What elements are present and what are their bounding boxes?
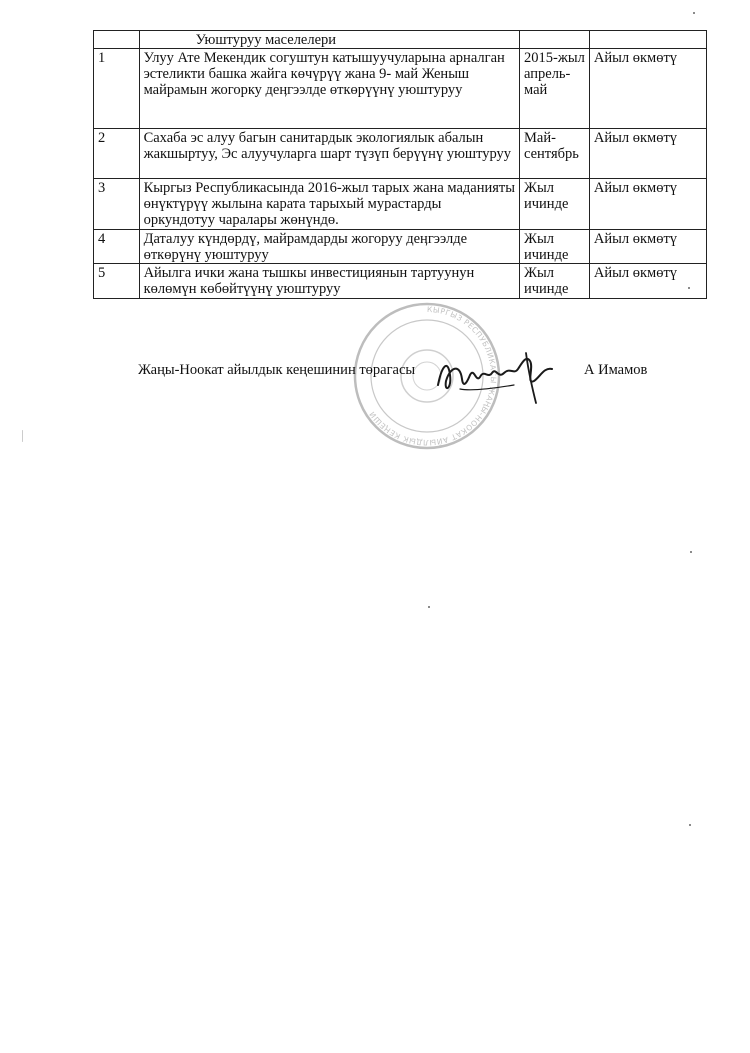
row-number: 4 (94, 230, 140, 264)
row-number: 5 (94, 264, 140, 299)
plan-table (93, 30, 707, 299)
table-row (94, 49, 707, 129)
scan-speck (693, 12, 695, 14)
header-empty-cell (94, 31, 140, 49)
signatory-name: А Имамов (584, 362, 648, 378)
row-description: Айылга ички жана тышкы инвестициянын тартуунун көлөмүн көбөйтүүнү уюштуруу (139, 264, 519, 299)
table-row (94, 129, 707, 179)
table-row (94, 264, 707, 299)
table-header-title: Уюштуруу маселелери (195, 32, 337, 48)
row-responsible: Айыл өкмөтү (589, 264, 706, 299)
row-term: Жыл ичинде (520, 179, 590, 230)
row-responsible: Айыл өкмөтү (589, 129, 706, 179)
header-title-cell (139, 31, 519, 49)
row-description: Даталуу күндөрдү, майрамдарды жогоруу деӊгээлде өткөрүнү уюштуруу (139, 230, 519, 264)
row-number: 3 (94, 179, 140, 230)
table-row (94, 230, 707, 264)
scan-speck (690, 551, 692, 553)
row-term: Май-сентябрь (520, 129, 590, 179)
row-responsible: Айыл өкмөтү (589, 49, 706, 129)
handwritten-signature (430, 345, 560, 405)
row-number: 1 (94, 49, 140, 129)
row-responsible: Айыл өкмөтү (589, 179, 706, 230)
row-term: Жыл ичинде (520, 230, 590, 264)
row-description: Сахаба эс алуу багын санитардык экологиялык абалын жакшыртуу, Эс алуучуларга шарт түзүп берүүнү уюштуруу (139, 129, 519, 179)
row-number: 2 (94, 129, 140, 179)
header-empty-cell (589, 31, 706, 49)
scan-speck (428, 606, 430, 608)
row-description: Улуу Ате Мекендик согуштун катышуучуларына арналган эстеликти башка жайга көчүрүү жана 9- май Женыш майрамын жогорку деӊгээлде өткөрүүнү уюштуруу (139, 49, 519, 129)
header-empty-cell (520, 31, 590, 49)
scan-speck (688, 287, 690, 289)
table-header-row (94, 31, 707, 49)
row-responsible: Айыл өкмөтү (589, 230, 706, 264)
row-description: Кыргыз Республикасында 2016-жыл тарых жана маданияты өнүктүрүү жылына карата тарыхый мурастарды оркундотуу чаралары жөнүндө. (139, 179, 519, 230)
scan-speck (689, 824, 691, 826)
row-term: Жыл ичинде (520, 264, 590, 299)
scan-speck (22, 430, 23, 442)
stamp-ring-text: КЫРГЫЗ РЕСПУБЛИКАСЫ ЖАҢЫ-НООКАТ АЙЫЛДЫК КЕҢЕШИ (367, 304, 499, 448)
signatory-position: Жаңы-Ноокат айылдык кеңешинин төрагасы (138, 362, 416, 378)
table-row (94, 179, 707, 230)
row-term: 2015-жыл апрель-май (520, 49, 590, 129)
